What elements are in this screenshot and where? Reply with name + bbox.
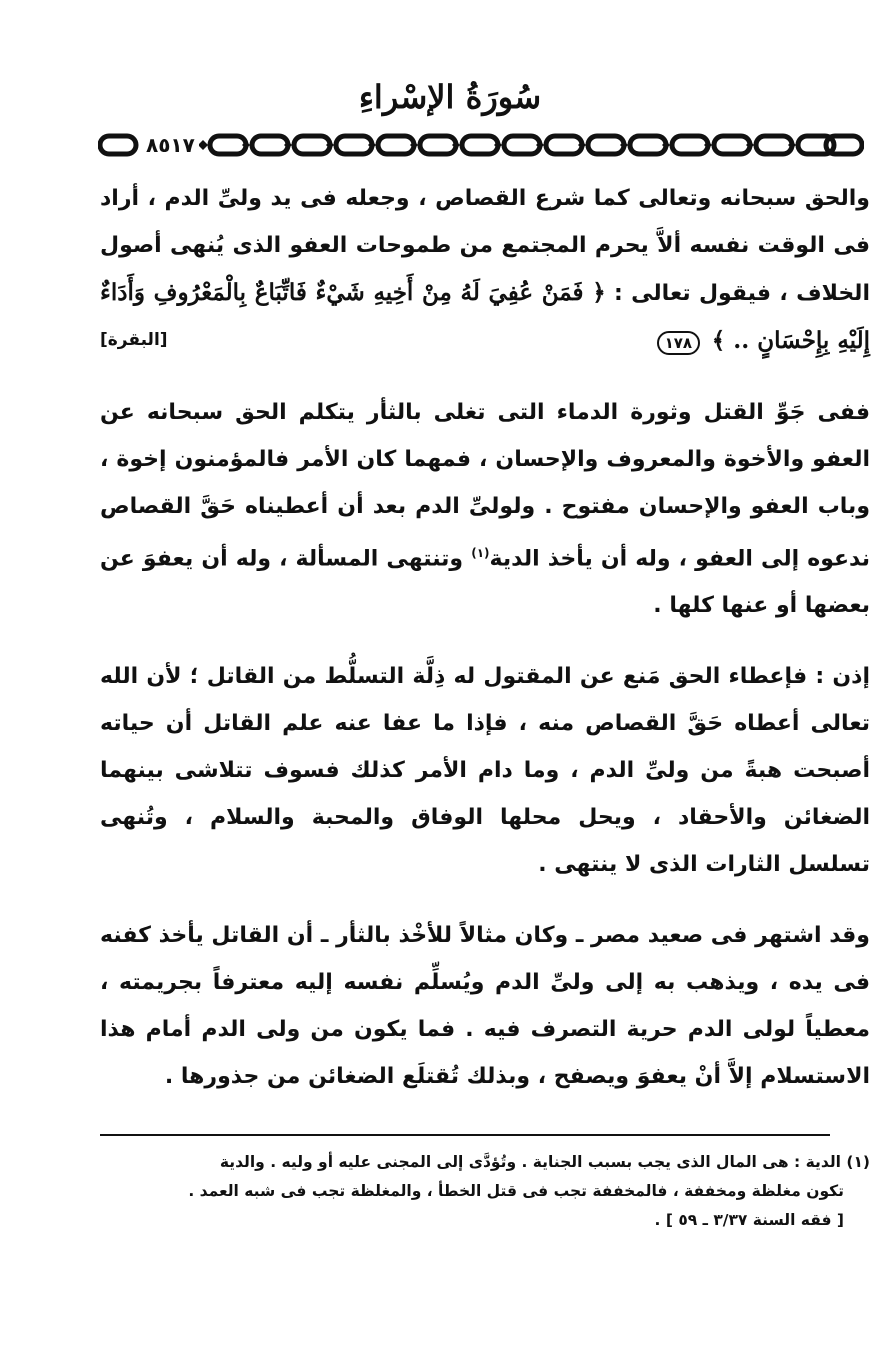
paragraph-4-text: وقد اشتهر فى صعيد مصر ـ وكان مثالاً للأخْذ بالثأر ـ أن القاتل يأخذ كفنه فى يده ، ويذهب به إلى ولىِّ الدم ويُسلِّم نفسه إليه معترفاً بجريمته ، معطياً لولى الدم حرية التصرف فيه . فما يكون من ولى الدم أمام هذا الاستسلام إلاَّ أنْ يعفوَ ويصفح ، وبذلك تُقتلَع الضغائن من جذورها . bbox=[100, 923, 870, 1090]
paragraph-3-text: إذن : فإعطاء الحق مَنع عن المقتول له ذِلَّة التسلُّط من القاتل ؛ لأن الله تعالى أعطاه حَقَّ القصاص منه ، فإذا ما عفا عنه علم القاتل أن حياته أصبحت هبةً من ولىِّ الدم ، وما دام الأمر كذلك فسوف تتلاشى بينهما الضغائن والأحقاد ، ويحل محلها الوفاق والمحبة والسلام ، وتُنهى تسلسل الثارات الذى لا ينتهى . bbox=[100, 664, 870, 878]
ayah-number-badge: ١٧٨ bbox=[657, 331, 700, 355]
paragraph-3 bbox=[100, 653, 870, 888]
paragraph-1 bbox=[100, 175, 870, 365]
footnote-divider bbox=[100, 1134, 830, 1136]
paragraph-1-text: والحق سبحانه وتعالى كما شرع القصاص ، وجعله فى يد ولىِّ الدم ، أراد فى الوقت نفسه ألاَّ يحرم المجتمع من طموحات العفو الذى يُنهى أصول الخلاف ، فيقول تعالى : bbox=[100, 186, 870, 306]
footnote-line-2: تكون مغلظة ومخففة ، فالمخففة تجب فى قتل الخطأ ، والمغلظة تجب فى شبه العمد . bbox=[188, 1182, 844, 1200]
footnote-line-1: (١) الدية : هى المال الذى يجب بسبب الجناية . وتُؤدَّى إلى المجنى عليه أو وليه . والدية bbox=[219, 1153, 870, 1171]
footnotes bbox=[100, 1148, 870, 1235]
footnote-marker: (١) bbox=[471, 546, 490, 560]
main-text bbox=[100, 175, 870, 1120]
surah-title: سُورَةُ الإسْراءِ bbox=[358, 78, 542, 116]
surah-reference: [البقرة] bbox=[100, 330, 168, 350]
footnote-line-3: [ فقه السنة ٣/٣٧ ـ ٥٩ ] . bbox=[654, 1211, 844, 1229]
quran-verse: ﴿ فَمَنْ عُفِيَ لَهُ مِنْ أَخِيهِ شَيْءٌ فَاتِّبَاعٌ بِالْمَعْرُوفِ وَأَدَاءٌ إِلَيْهِ بِإِحْسَانٍ .. ﴾ bbox=[100, 279, 870, 354]
decorative-chain-border bbox=[98, 130, 864, 160]
paragraph-2-text-after: وتنتهى المسألة ، وله أن يعفوَ عن بعضها أو عنها كلها . bbox=[100, 546, 870, 619]
paragraph-2 bbox=[100, 389, 870, 629]
paragraph-4 bbox=[100, 912, 870, 1100]
page-number: ٨٥١٧ bbox=[142, 131, 199, 159]
paragraph-2-text: ففى جَوِّ القتل وثورة الدماء التى تغلى بالثأر يتكلم الحق سبحانه عن العفو والأخوة والمعروف والإحسان ، فمهما كان الأمر فالمؤمنون إخوة ، وباب العفو والإحسان مفتوح . ولولىِّ الدم بعد أن أعطيناه حَقَّ القصاص ندعوه إلى العفو ، وله أن يأخذ الدية bbox=[100, 400, 870, 572]
